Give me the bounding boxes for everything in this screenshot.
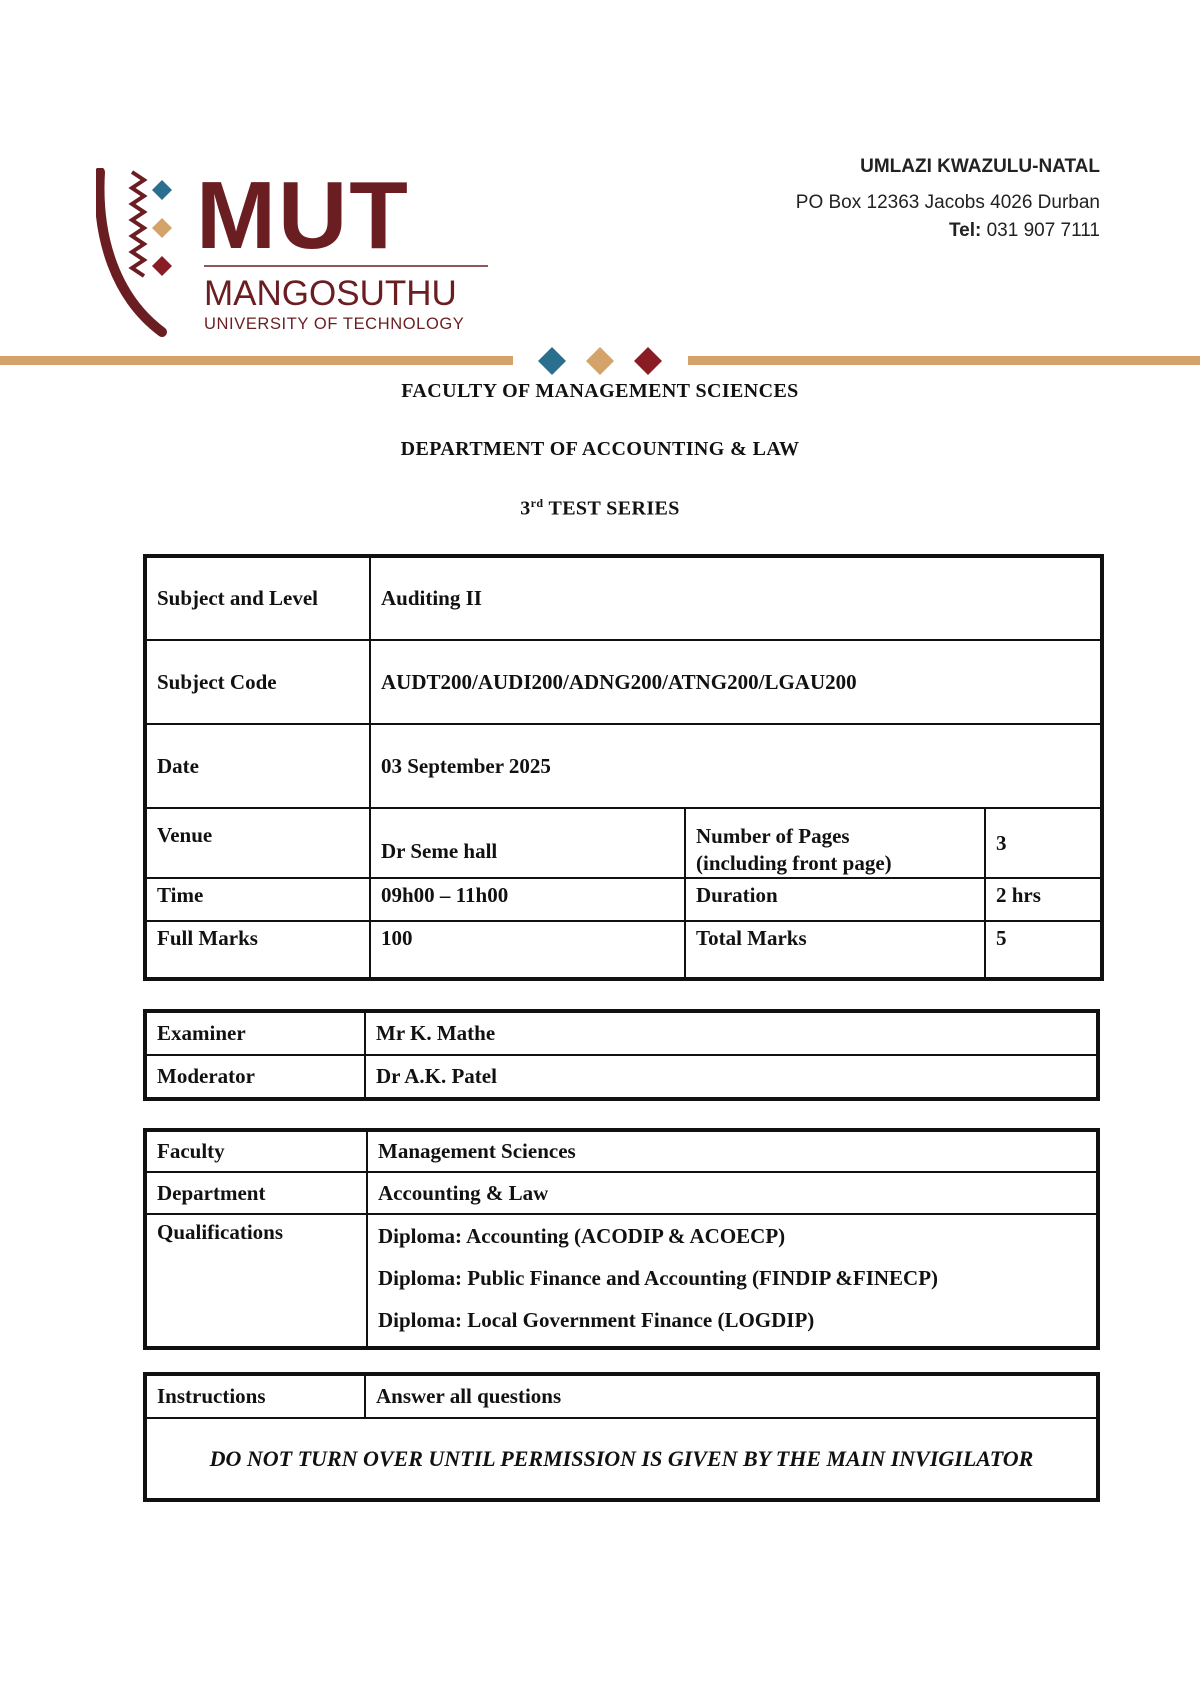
total-marks-label: Total Marks bbox=[685, 921, 985, 979]
contact-pobox: PO Box 12363 Jacobs 4026 Durban bbox=[795, 192, 1100, 213]
qualification-item: Diploma: Accounting (ACODIP & ACOECP) bbox=[378, 1224, 786, 1248]
header-diamonds bbox=[536, 346, 676, 376]
contact-tel-value: 031 907 7111 bbox=[986, 220, 1100, 241]
faculty-heading: FACULTY OF MANAGEMENT SCIENCES bbox=[401, 380, 799, 402]
diamond-red bbox=[634, 347, 662, 375]
logo-name: MANGOSUTHU bbox=[204, 274, 457, 313]
time-value: 09h00 – 11h00 bbox=[370, 878, 685, 921]
full-marks-label: Full Marks bbox=[145, 921, 370, 979]
subject-code-value: AUDT200/AUDI200/ADNG200/ATNG200/LGAU200 bbox=[370, 640, 1102, 724]
series-suffix: rd bbox=[530, 496, 544, 510]
examiner-value: Mr K. Mathe bbox=[365, 1011, 1098, 1055]
qualifications-list bbox=[367, 1214, 1098, 1348]
subject-code-label: Subject Code bbox=[145, 640, 370, 724]
date-label: Date bbox=[145, 724, 370, 808]
series-heading bbox=[0, 496, 1200, 521]
subject-level-value: Auditing II bbox=[370, 556, 1102, 640]
series-text: TEST SERIES bbox=[548, 497, 680, 520]
venue-value: Dr Seme hall bbox=[370, 808, 685, 878]
contact-tel bbox=[796, 220, 1100, 242]
moderator-label: Moderator bbox=[145, 1055, 365, 1099]
instructions-value: Answer all questions bbox=[365, 1374, 1098, 1418]
faculty-value: Management Sciences bbox=[367, 1130, 1098, 1172]
instructions-label: Instructions bbox=[145, 1374, 365, 1418]
duration-label: Duration bbox=[685, 878, 985, 921]
mut-logo bbox=[96, 168, 496, 340]
subject-level-label: Subject and Level bbox=[145, 556, 370, 640]
programme-table bbox=[143, 1128, 1100, 1350]
diamond-blue bbox=[538, 347, 566, 375]
qualification-item: Diploma: Local Government Finance (LOGDIP) bbox=[378, 1308, 815, 1332]
date-value: 03 September 2025 bbox=[370, 724, 1102, 808]
examiner-label: Examiner bbox=[145, 1011, 365, 1055]
venue-label: Venue bbox=[145, 808, 370, 878]
pages-label bbox=[685, 808, 985, 878]
pages-label-line-2: (including front page) bbox=[696, 851, 892, 875]
qualifications-label: Qualifications bbox=[145, 1214, 367, 1348]
pages-value: 3 bbox=[985, 808, 1102, 878]
total-marks-value: 5 bbox=[985, 921, 1102, 979]
series-number: 3 bbox=[520, 497, 531, 520]
invigilator-warning: DO NOT TURN OVER UNTIL PERMISSION IS GIVEN BY THE MAIN INVIGILATOR bbox=[145, 1418, 1098, 1500]
pages-label-line-1: Number of Pages bbox=[696, 824, 850, 848]
duration-value: 2 hrs bbox=[985, 878, 1102, 921]
qualification-item: Diploma: Public Finance and Accounting (FINDIP &FINECP) bbox=[378, 1266, 939, 1290]
header-rule-right bbox=[688, 356, 1200, 365]
instructions-table bbox=[143, 1372, 1100, 1502]
header-rule-left bbox=[0, 356, 513, 365]
department-label: Department bbox=[145, 1172, 367, 1214]
department-heading: DEPARTMENT OF ACCOUNTING & LAW bbox=[400, 438, 800, 460]
full-marks-value: 100 bbox=[370, 921, 685, 979]
exam-details-table bbox=[143, 554, 1104, 981]
faculty-label: Faculty bbox=[145, 1130, 367, 1172]
staff-table bbox=[143, 1009, 1100, 1101]
time-label: Time bbox=[145, 878, 370, 921]
contact-city: UMLAZI KWAZULU-NATAL bbox=[860, 156, 1100, 177]
contact-block bbox=[796, 156, 1100, 242]
diamond-tan bbox=[586, 347, 614, 375]
logo-wordmark: MUT bbox=[196, 168, 410, 269]
logo-subtitle: UNIVERSITY OF TECHNOLOGY bbox=[204, 315, 465, 333]
contact-tel-label: Tel: bbox=[948, 220, 982, 241]
moderator-value: Dr A.K. Patel bbox=[365, 1055, 1098, 1099]
department-value: Accounting & Law bbox=[367, 1172, 1098, 1214]
